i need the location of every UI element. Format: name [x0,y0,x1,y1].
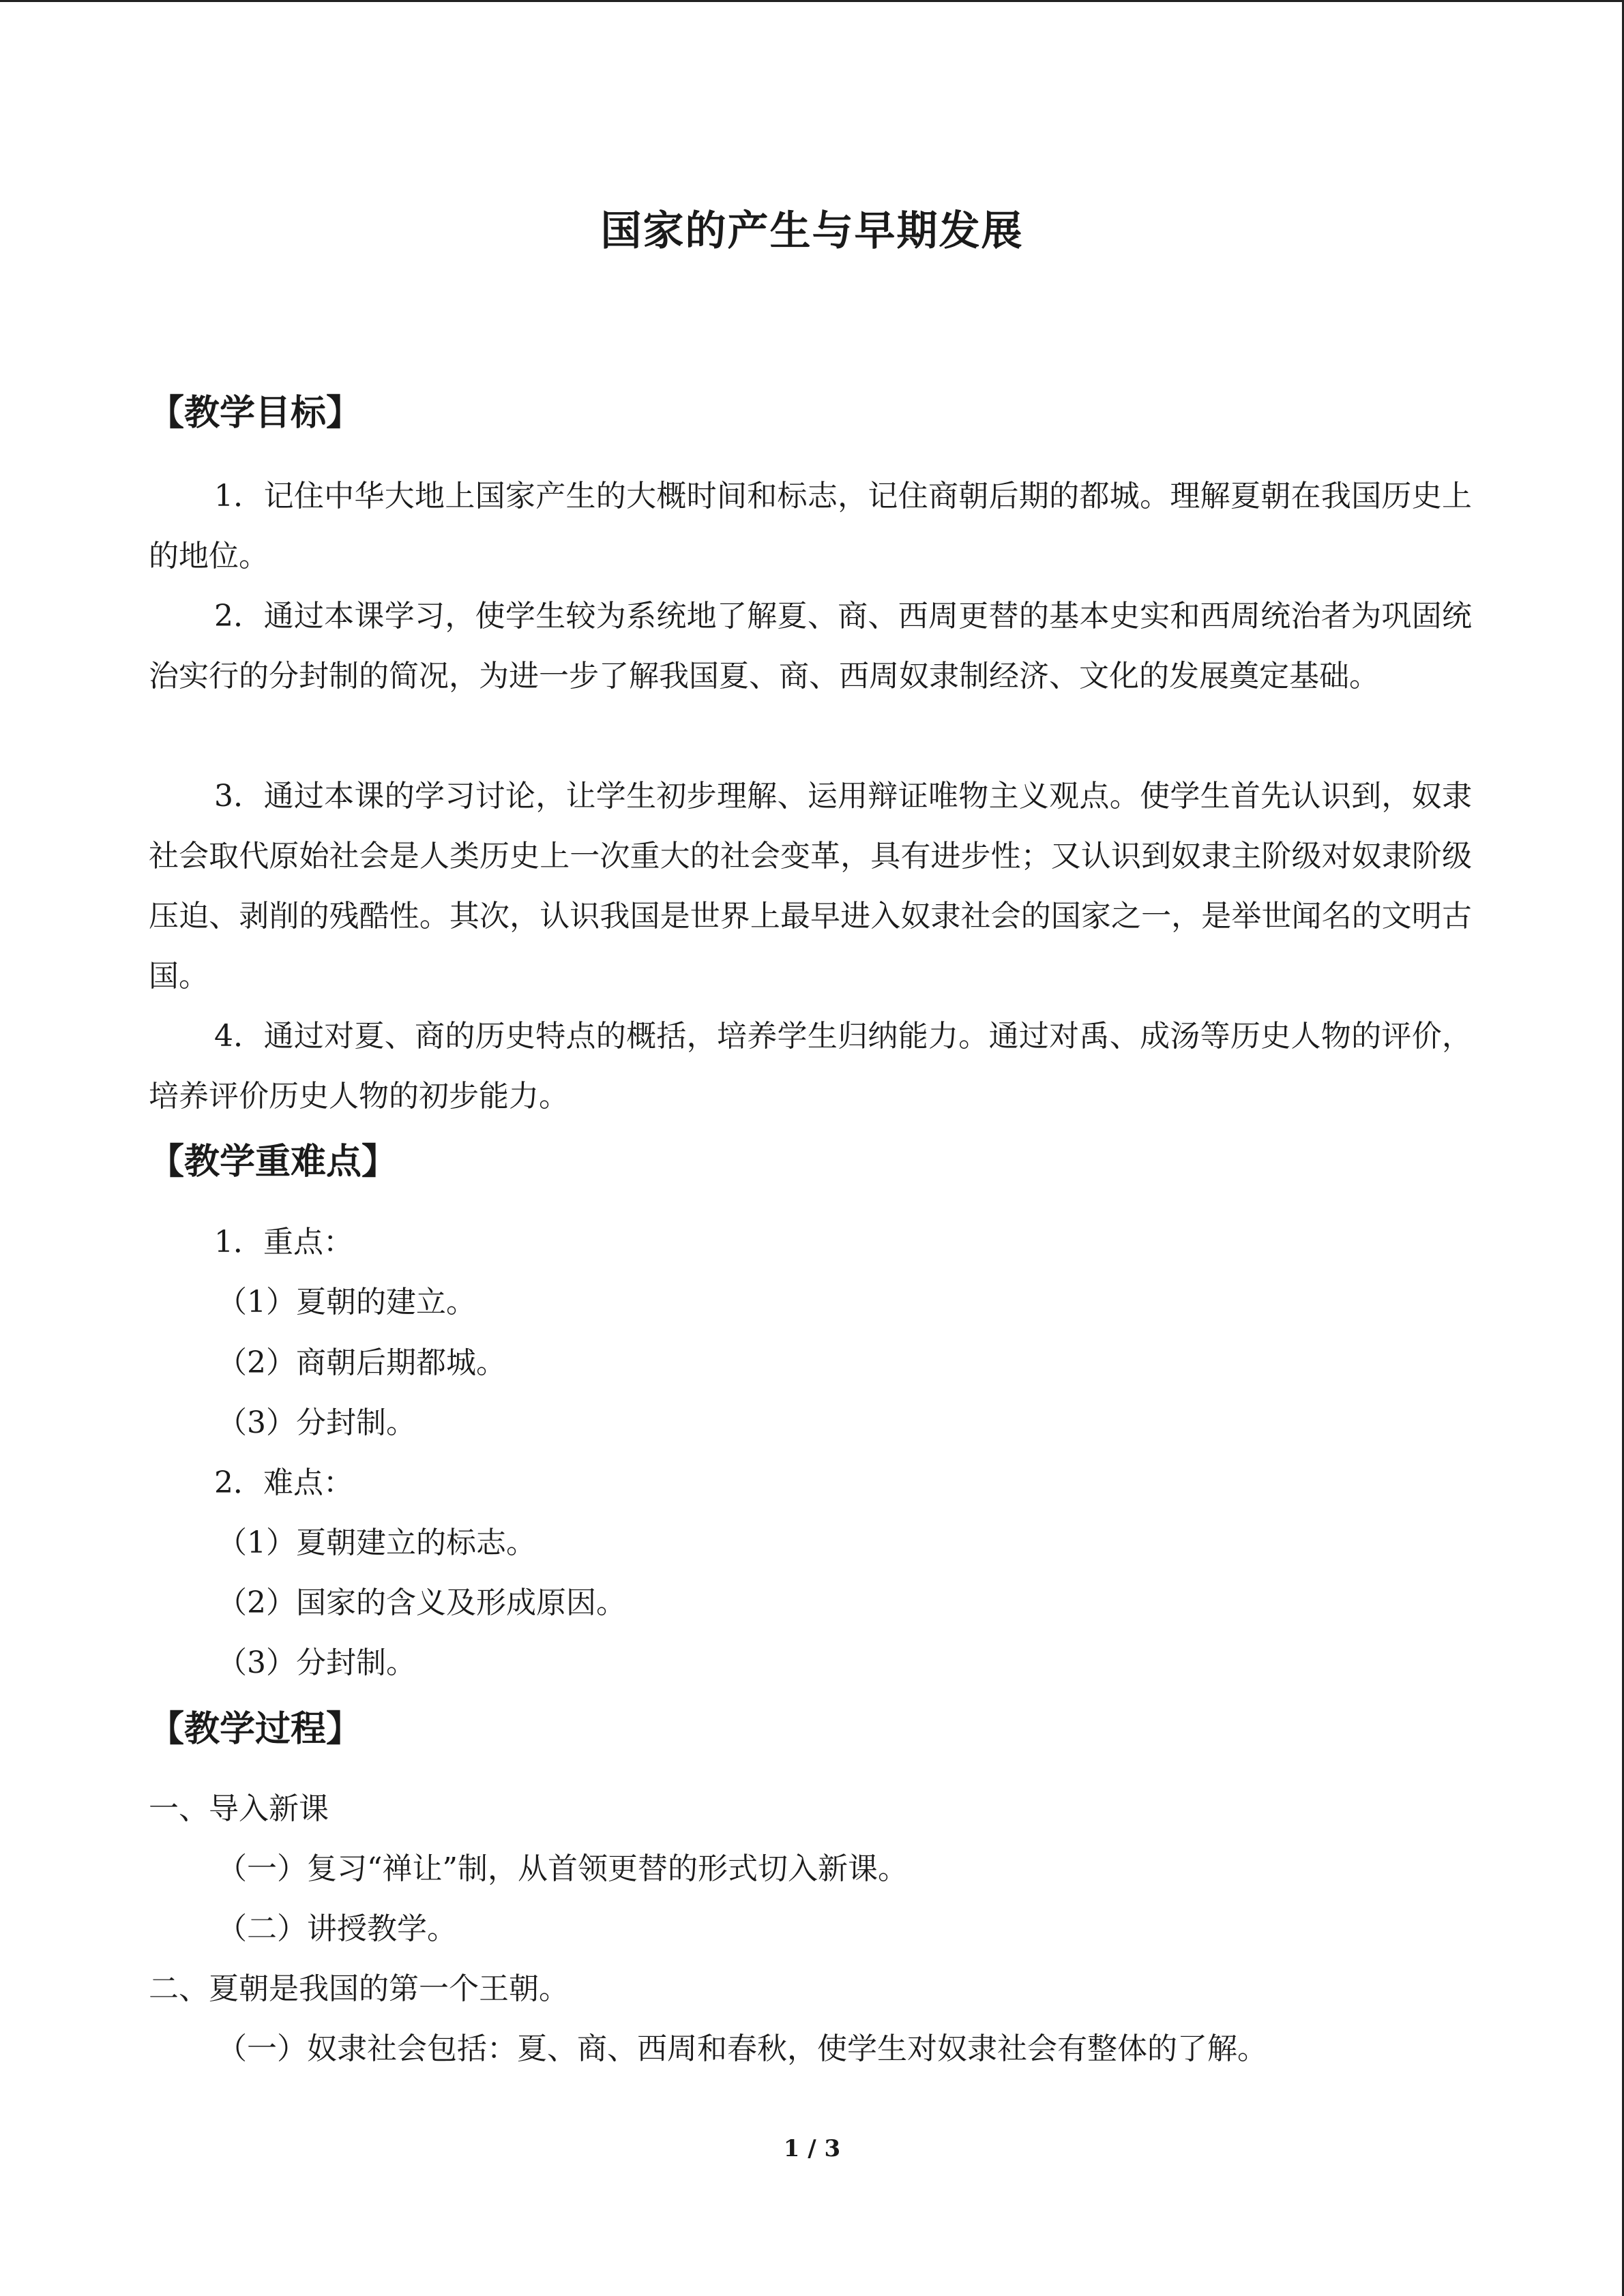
objective-paragraph-2: 2．通过本课学习，使学生较为系统地了解夏、商、西周更替的基本史实和西周统治者为巩固统治实行的分封制的简况，为进一步了解我国夏、商、西周奴隶制经济、文化的发展奠定基础。 [149,599,1472,694]
key-point-line: （2）商朝后期都城。 [217,1345,506,1380]
process-line: 一、导入新课 [149,1791,329,1826]
heading-process: 【教学过程】 [149,1709,362,1750]
key-point-line: 1．重点： [214,1225,353,1259]
page-number: 1 / 3 [783,2135,841,2162]
document-title: 国家的产生与早期发展 [600,207,1024,255]
objective-paragraph-4: 4．通过对夏、商的历史特点的概括，培养学生归纳能力。通过对禹、成汤等历史人物的评价，培养评价历史人物的初步能力。 [149,1019,1472,1114]
process-line: （二）讲授教学。 [217,1911,457,1946]
key-point-line: 2．难点： [214,1465,353,1500]
key-point-line: （1）夏朝建立的标志。 [217,1525,536,1560]
key-point-line: （1）夏朝的建立。 [217,1285,476,1320]
key-point-line: （3）分封制。 [217,1405,416,1440]
heading-objectives: 【教学目标】 [149,393,362,434]
process-line: （一）复习“禅让”制，从首领更替的形式切入新课。 [217,1851,908,1886]
key-point-line: （3）分封制。 [217,1645,416,1680]
objective-paragraph-3: 3．通过本课的学习讨论，让学生初步理解、运用辩证唯物主义观点。使学生首先认识到，奴隶社会取代原始社会是人类历史上一次重大的社会变革，具有进步性；又认识到奴隶主阶级对奴隶阶级压迫、剥削的残酷性。其次，认识我国是世界上最早进入奴隶社会的国家之一，是举世闻名的文明古国。 [149,779,1472,994]
process-line: （一）奴隶社会包括：夏、商、西周和春秋，使学生对奴隶社会有整体的了解。 [217,2031,1267,2066]
process-line: 二、夏朝是我国的第一个王朝。 [149,1971,569,2006]
key-point-line: （2）国家的含义及形成原因。 [217,1585,626,1620]
heading-key-points: 【教学重难点】 [149,1142,398,1182]
objective-paragraph-1: 1．记住中华大地上国家产生的大概时间和标志，记住商朝后期的都城。理解夏朝在我国历史上的地位。 [149,479,1472,573]
